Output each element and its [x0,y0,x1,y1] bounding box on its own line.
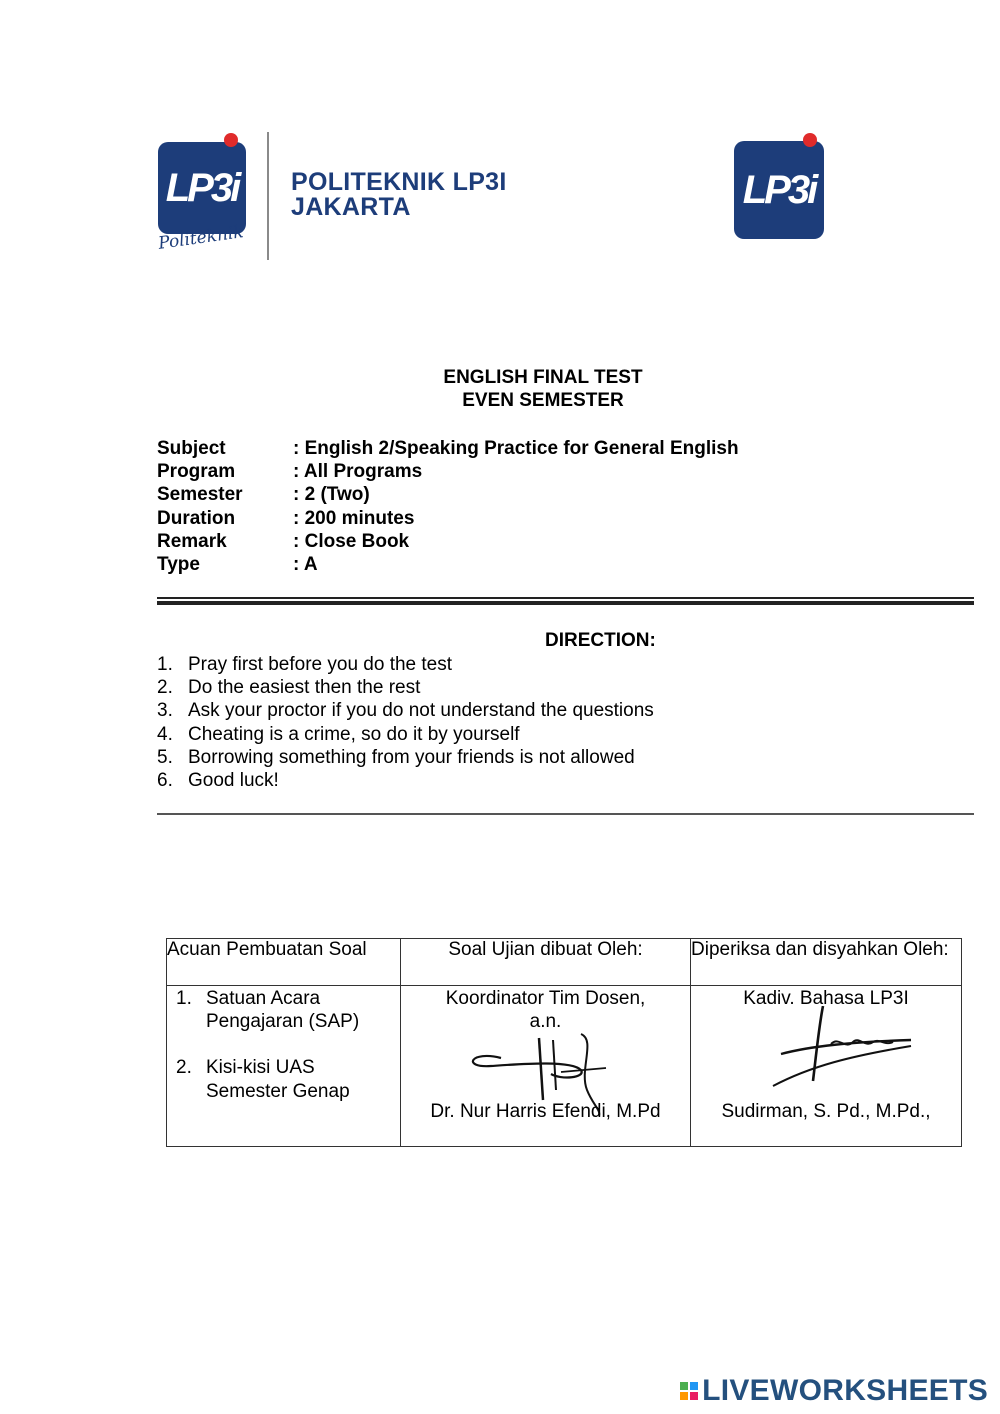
header-cell-approver [691,939,962,986]
watermark-text: LIVEWORKSHEETS [702,1374,988,1407]
lp3i-logo-badge [158,142,246,234]
direction-item [157,653,654,676]
approver-cell [691,986,962,1147]
info-value: : English 2/Speaking Practice for General English [293,438,739,459]
info-label: Remark [157,530,227,552]
lp3i-logo-text: LP3i [165,165,239,210]
direction-number: 5. [157,746,173,768]
info-label: Type [157,553,200,575]
direction-item [157,676,654,699]
test-subtitle: EVEN SEMESTER [462,390,624,411]
institution-name [291,170,507,220]
info-row-program [157,460,739,483]
direction-text: Ask your proctor if you do not understand the questions [188,700,654,722]
direction-number: 1. [157,654,173,675]
direction-text: Good luck! [188,769,279,791]
direction-text: Do the easiest then the rest [188,677,421,699]
info-value: : 200 minutes [293,507,415,529]
reference-text [206,1056,350,1102]
info-label: Semester [157,484,243,506]
lp3i-logo-text: LP3i [742,167,816,212]
reference-text [206,987,359,1033]
author-title-line2: a.n. [529,1011,562,1033]
approval-table [166,938,962,1147]
direction-item [157,723,654,746]
approval-header-row [167,939,962,986]
info-value: : 2 (Two) [293,484,370,506]
separator-thick [157,601,974,605]
header-cell-reference [167,939,401,986]
approver-signature-block [691,986,961,1146]
author-name: Dr. Nur Harris Efendi, M.Pd [430,1101,661,1122]
direction-list [157,653,654,792]
author-title [401,986,690,1033]
header-cell-author [401,939,691,986]
direction-item [157,699,654,722]
info-label: Duration [157,507,236,529]
liveworksheets-icon [680,1382,698,1400]
direction-number: 6. [157,769,173,791]
approver-signature [761,1006,921,1096]
lp3i-logo-badge [734,141,824,239]
info-value: : All Programs [293,461,423,483]
author-signature-block [401,986,690,1146]
reference-item [167,987,400,1033]
direction-number: 2. [157,677,173,699]
direction-text: Cheating is a crime, so do it by yourself [188,723,520,745]
info-row-remark [157,530,739,553]
info-label: Subject [157,438,226,459]
direction-text: Borrowing something from your friends is not allowed [188,746,635,768]
info-value: : A [293,553,318,575]
approval-body-row [167,986,962,1147]
reference-cell [167,986,401,1147]
reference-line: Kisi-kisi UAS [206,1057,315,1079]
exam-info [157,437,739,576]
direction-item [157,769,654,792]
liveworksheets-watermark [680,1374,988,1408]
reference-line: Pengajaran (SAP) [206,1011,360,1033]
approver-title: Kadiv. Bahasa LP3I [743,988,909,1009]
direction-number: 4. [157,723,173,745]
logo-red-dot [803,133,817,147]
approver-name: Sudirman, S. Pd., M.Pd., [721,1101,931,1122]
separator-thin [157,597,974,599]
reference-line: Semester Genap [206,1080,350,1102]
info-value: : Close Book [293,530,410,552]
header-approver-label: Diperiksa dan disyahkan Oleh: [691,939,949,960]
logo-divider [267,132,269,260]
info-label: Program [157,461,236,483]
direction-number: 3. [157,700,173,722]
reference-line: Satuan Acara [206,988,321,1009]
reference-item [167,1056,400,1102]
reference-number: 1. [176,988,192,1009]
info-row-type [157,553,739,576]
info-row-semester [157,483,739,506]
separator-bottom [157,813,974,815]
reference-list [167,986,400,1103]
direction-text: Pray first before you do the test [188,654,453,675]
politeknik-script-text: Politeknik [157,222,245,254]
info-row-duration [157,507,739,530]
direction-heading: DIRECTION: [545,630,656,651]
header-author-label: Soal Ujian dibuat Oleh: [448,939,643,960]
logo-red-dot [224,133,238,147]
direction-item [157,746,654,769]
header-reference-label: Acuan Pembuatan Soal [167,939,367,960]
author-cell [401,986,691,1147]
info-row-subject [157,437,739,460]
test-title: ENGLISH FINAL TEST [443,367,643,388]
author-title-line1: Koordinator Tim Dosen, [445,988,646,1009]
institution-name-line2: JAKARTA [291,193,411,221]
reference-number: 2. [176,1057,192,1079]
institution-name-line1: POLITEKNIK LP3I [291,168,507,196]
